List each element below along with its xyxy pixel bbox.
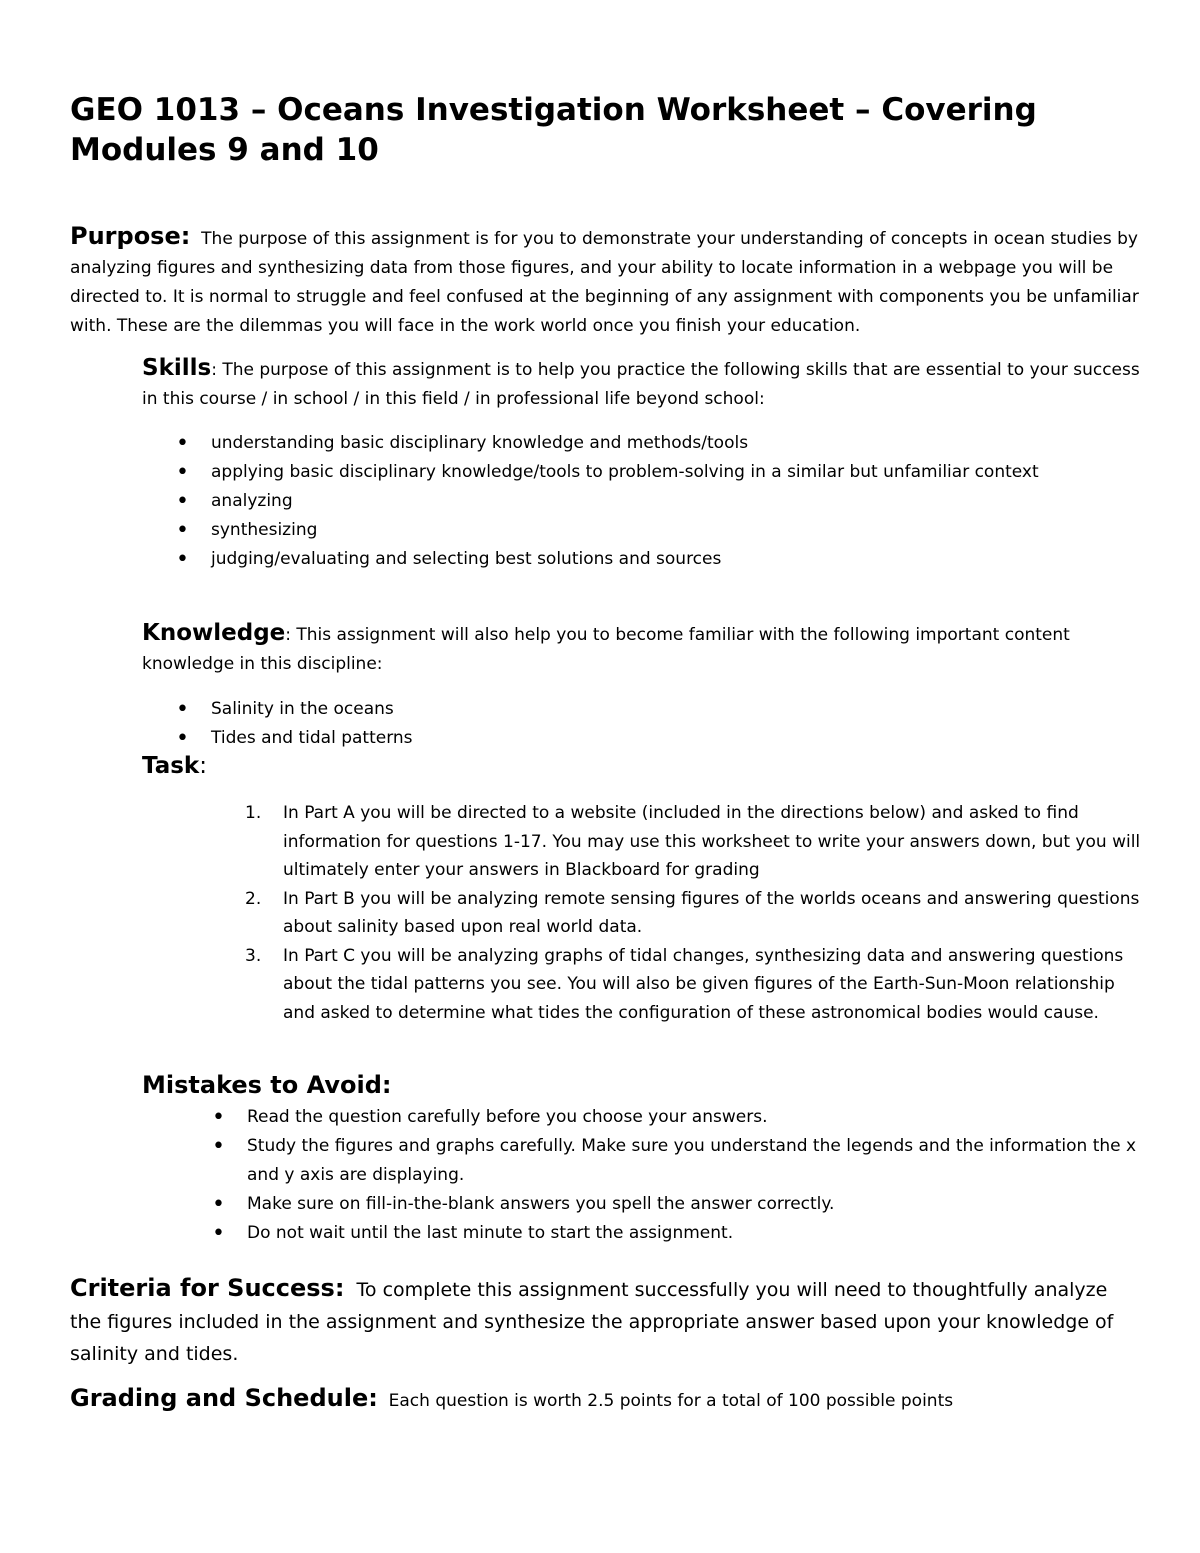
task-heading: Task: [142, 753, 200, 779]
list-item: • Salinity in the oceans: [211, 695, 1131, 724]
grading-heading: Grading and Schedule:: [70, 1384, 378, 1412]
list-item: [245, 885, 1143, 942]
purpose-section: [70, 222, 1140, 341]
list-item-text: In Part A you will be directed to a website (included in the directions below) and asked to find information for questions 1-17. You may use this worksheet to write your answers down, but you will ultimately enter your answers in Blackboard for grading: [283, 803, 1141, 880]
skills-text: : The purpose of this assignment is to help you practice the following skills that are essential to your success in this course / in school / in this field / in professional life beyond school:: [142, 360, 1140, 409]
mistakes-list: [247, 1103, 1137, 1248]
knowledge-list: [211, 695, 1131, 753]
list-item: • applying basic disciplinary knowledge/tools to problem-solving in a similar but unfamiliar context: [211, 458, 1131, 487]
list-item: • analyzing: [211, 487, 1131, 516]
task-list: [245, 799, 1143, 1027]
grading-section: [70, 1382, 1140, 1417]
list-item-text: In Part B you will be analyzing remote sensing figures of the worlds oceans and answering questions about salinity based upon real world data.: [283, 888, 1140, 937]
purpose-text: The purpose of this assignment is for you to demonstrate your understanding of concepts in ocean studies by analyzing figures and synthesizing data from those figures, and your ability to locate information in a webpage you will be directed to. It is normal to struggle and feel confused at the beginning of any assignment with components you be unfamiliar with. These are the dilemmas you will face in the work world once you finish your education.: [70, 229, 1139, 336]
list-item: • Do not wait until the last minute to start the assignment.: [247, 1219, 1137, 1248]
knowledge-heading: Knowledge: [142, 620, 286, 646]
list-item: [245, 799, 1143, 885]
list-item: • understanding basic disciplinary knowledge and methods/tools: [211, 429, 1131, 458]
list-number: 2.: [245, 888, 262, 909]
list-item: • Make sure on fill-in-the-blank answers you spell the answer correctly.: [247, 1190, 1137, 1219]
list-item: [245, 942, 1143, 1028]
list-item: • judging/evaluating and selecting best solutions and sources: [211, 545, 1131, 574]
criteria-heading: Criteria for Success:: [70, 1274, 345, 1302]
skills-section: [142, 354, 1142, 414]
criteria-section: [70, 1272, 1140, 1370]
list-item-text: In Part C you will be analyzing graphs of tidal changes, synthesizing data and answering questions about the tidal patterns you see. You will also be given figures of the Earth-Sun-Moon relationship and asked to determine what tides the configuration of these astronomical bodies would cause.: [283, 945, 1124, 1023]
knowledge-text: : This assignment will also help you to become familiar with the following important content knowledge in this discipline:: [142, 625, 1070, 674]
list-item: • Study the figures and graphs carefully. Make sure you understand the legends and the information the x and y axis are displaying.: [247, 1132, 1137, 1190]
skills-list: [211, 429, 1131, 574]
purpose-heading: Purpose:: [70, 222, 191, 250]
mistakes-heading: Mistakes to Avoid:: [142, 1071, 392, 1099]
knowledge-section: [142, 619, 1142, 679]
list-item: • Read the question carefully before you choose your answers.: [247, 1103, 1137, 1132]
list-number: 1.: [245, 803, 262, 823]
list-item: • synthesizing: [211, 516, 1131, 545]
list-item: • Tides and tidal patterns: [211, 724, 1131, 753]
skills-heading: Skills: [142, 355, 212, 381]
document-title: GEO 1013 – Oceans Investigation Worksheet – Covering Modules 9 and 10: [70, 92, 1037, 168]
task-section-heading: [142, 750, 207, 782]
task-heading-colon: :: [199, 753, 207, 779]
grading-text: Each question is worth 2.5 points for a total of 100 possible points: [388, 1391, 954, 1411]
list-number: 3.: [245, 945, 262, 966]
criteria-text: To complete this assignment successfully you will need to thoughtfully analyze the figures included in the assignment and synthesize the appropriate answer based upon your knowledge of salinity and tides.: [70, 1279, 1114, 1365]
